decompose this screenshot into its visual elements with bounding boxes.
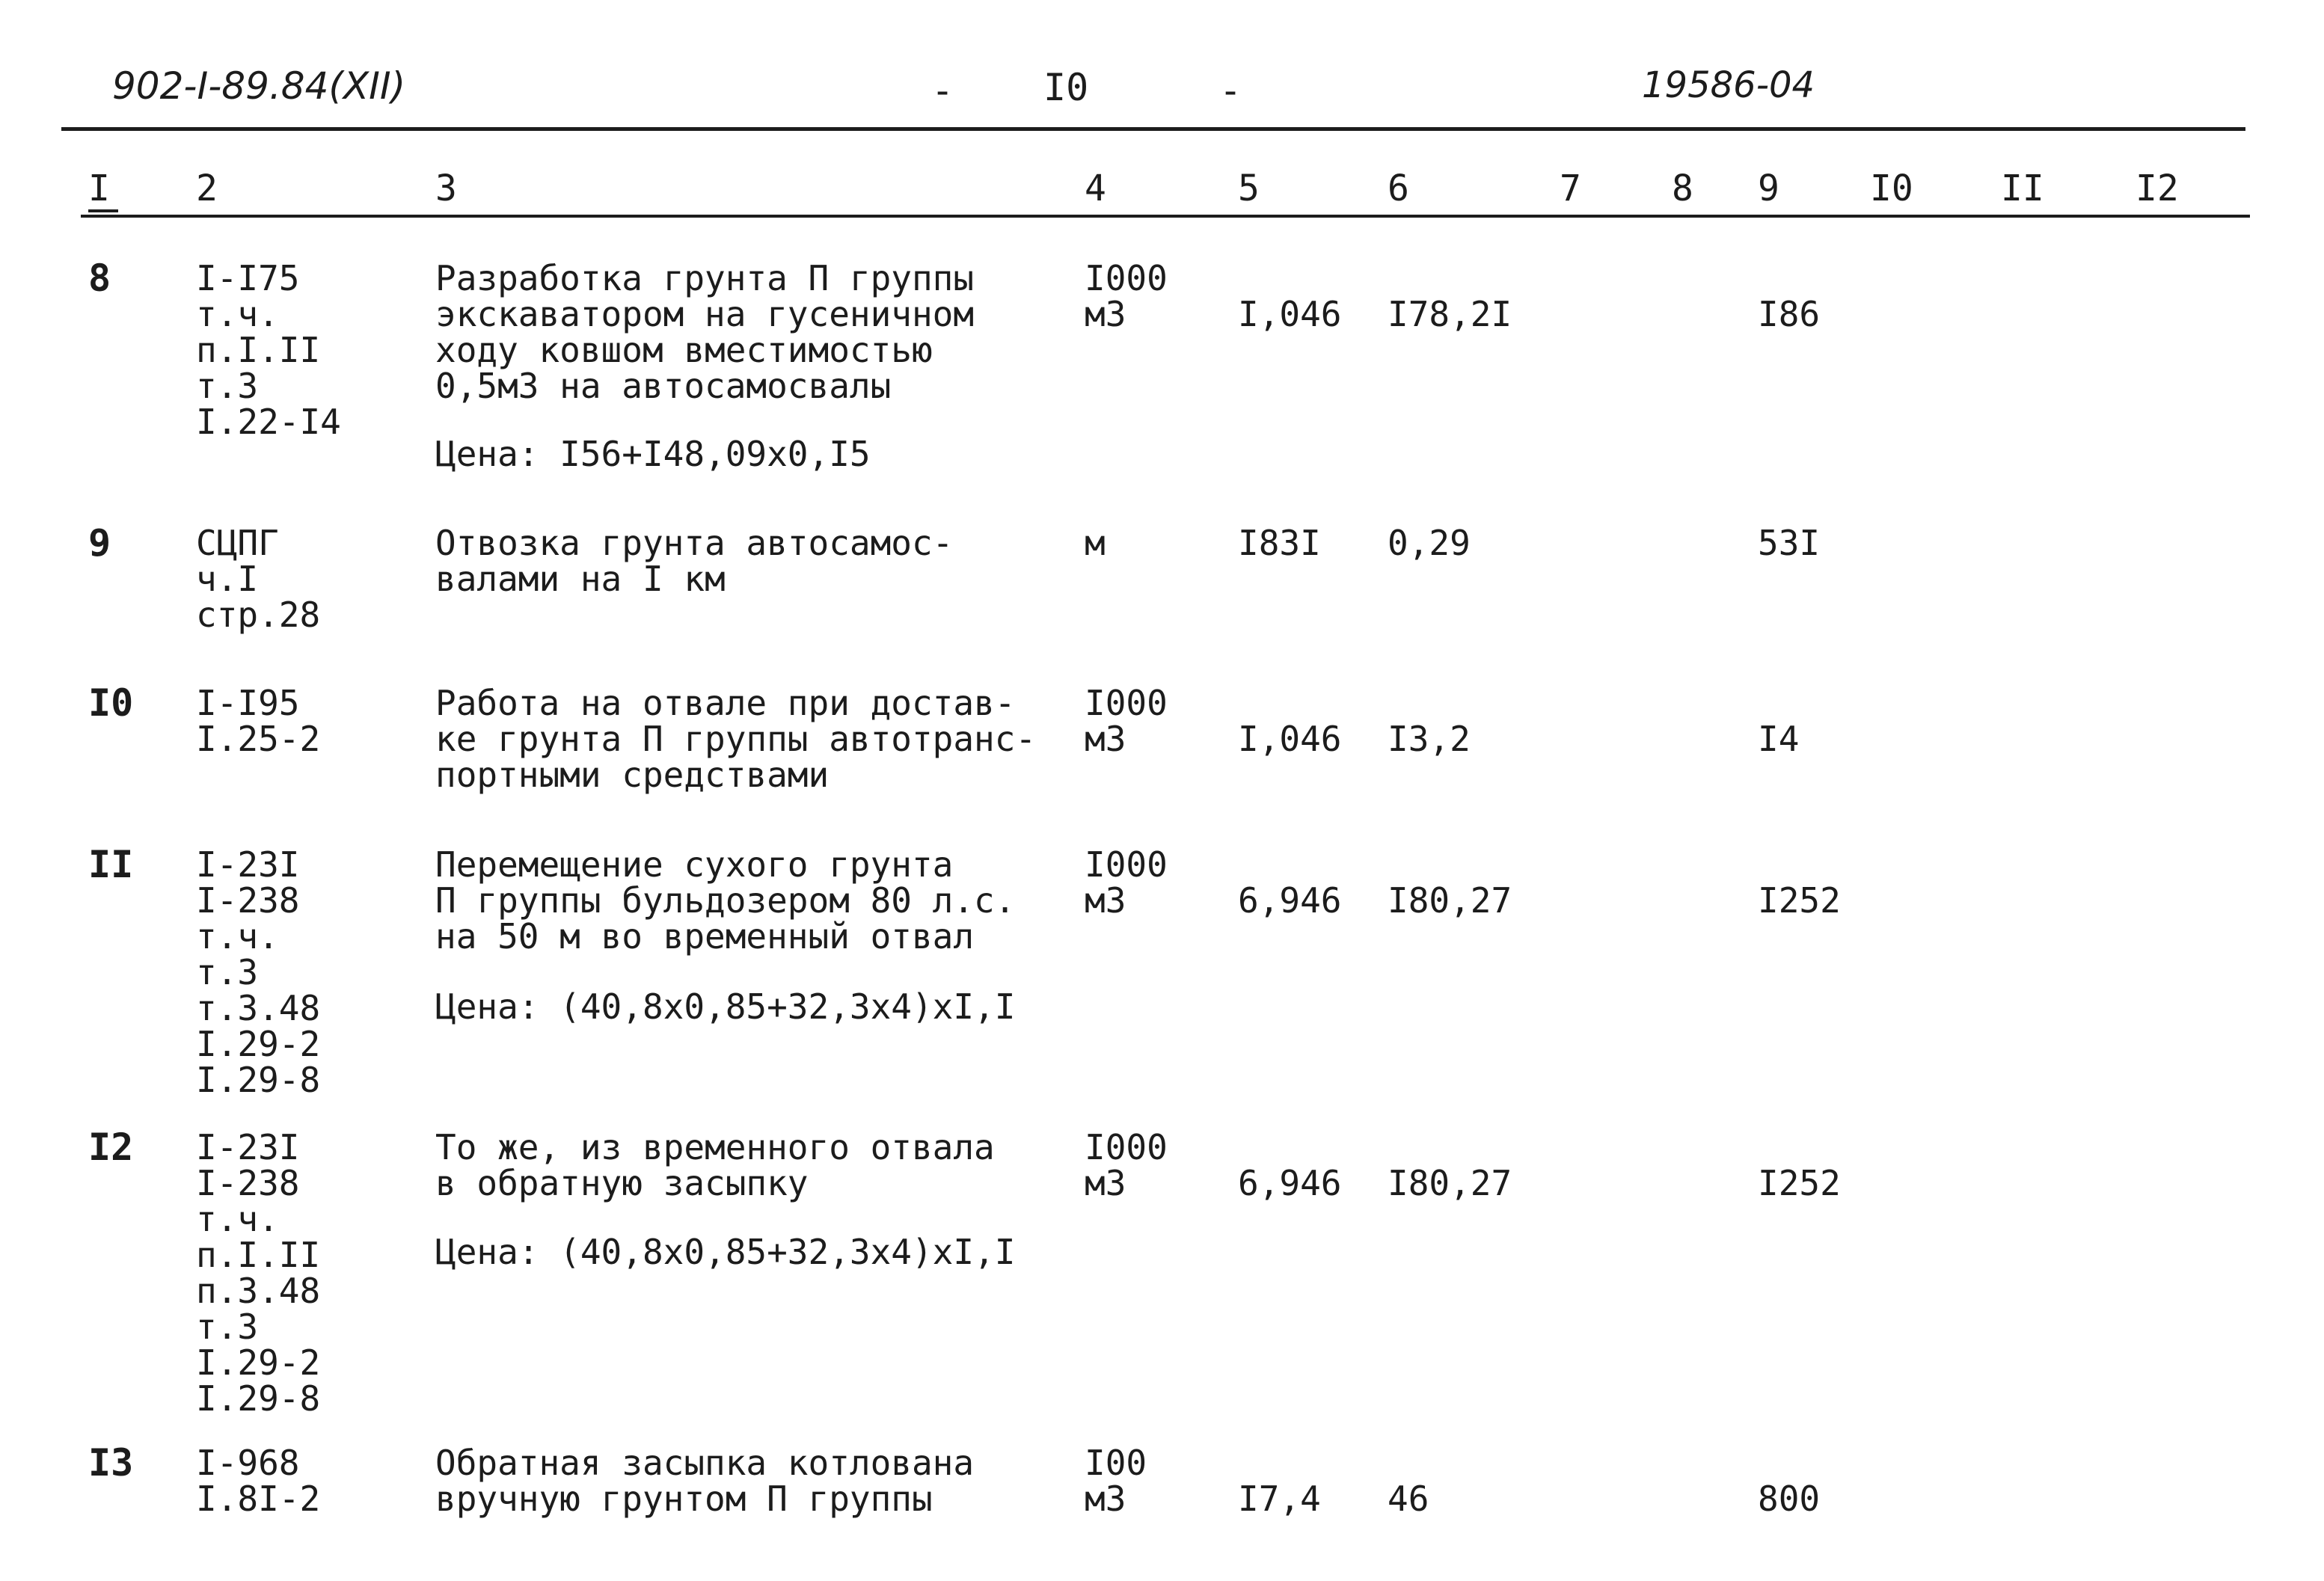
- quantity: I7,4: [1238, 1479, 1321, 1519]
- price-formula: Цена: (40,8x0,85+32,3x4)xI,I: [435, 1232, 1016, 1272]
- norm-reference: I-23I I-238 т.ч. т.3 т.3.48 I.29-2 I.29-8: [196, 844, 321, 1100]
- price-formula: Цена: I56+I48,09x0,I5: [435, 434, 871, 474]
- norm-reference: I-23I I-238 т.ч. п.I.II п.3.48 т.3 I.29-2 I.29-8: [196, 1127, 321, 1419]
- quantity: I,046: [1238, 719, 1342, 759]
- column-number-7: 7: [1560, 168, 1581, 209]
- column-number-4: 4: [1085, 168, 1106, 209]
- column-number-8: 8: [1672, 168, 1693, 209]
- column-number-2: 2: [196, 168, 218, 209]
- price-formula: Цена: (40,8x0,85+32,3x4)xI,I: [435, 986, 1016, 1027]
- norm-reference: СЦПГ ч.I стр.28: [196, 523, 321, 635]
- unit-of-measure: м: [1085, 523, 1106, 563]
- column-number-3: 3: [435, 168, 457, 209]
- quantity: I83I: [1238, 523, 1321, 563]
- unit-of-measure: I000 м3: [1085, 844, 1168, 921]
- header-rule: [61, 127, 2245, 131]
- column-number-6: 6: [1388, 168, 1409, 209]
- unit-price: 46: [1388, 1479, 1429, 1519]
- total-cost: 53I: [1758, 523, 1821, 563]
- column-number-5: 5: [1238, 168, 1260, 209]
- row-number: II: [88, 843, 134, 886]
- unit-price: I80,27: [1388, 1163, 1512, 1203]
- header-dash-right: -: [1219, 69, 1242, 112]
- row-number: 9: [88, 521, 111, 565]
- column-number-10: I0: [1870, 168, 1913, 209]
- row-number: I2: [88, 1126, 134, 1169]
- unit-price: I3,2: [1388, 719, 1471, 759]
- row-number: I0: [88, 681, 134, 725]
- unit-of-measure: I000 м3: [1085, 258, 1168, 334]
- work-description: Отвозка грунта автосамос- валами на I км: [435, 523, 954, 599]
- quantity: 6,946: [1238, 880, 1342, 921]
- unit-of-measure: I000 м3: [1085, 683, 1168, 759]
- document-code: 902-I-89.84(XII): [112, 64, 406, 108]
- unit-of-measure: I000 м3: [1085, 1127, 1168, 1203]
- column-header-rule: [81, 215, 2250, 218]
- work-description: Обратная засыпка котлована вручную грунтом П группы: [435, 1443, 975, 1519]
- total-cost: 800: [1758, 1479, 1821, 1519]
- column-number-1: I: [88, 168, 118, 212]
- unit-of-measure: I00 м3: [1085, 1443, 1147, 1519]
- work-description: Разработка грунта П группы экскаватором на гусеничном ходу ковшом вместимостью 0,5м3 на автосамосвалы: [435, 258, 975, 406]
- column-number-9: 9: [1758, 168, 1779, 209]
- header-dash-left: -: [931, 69, 954, 112]
- unit-price: I80,27: [1388, 880, 1512, 921]
- quantity: I,046: [1238, 294, 1342, 334]
- total-cost: I4: [1758, 719, 1800, 759]
- norm-reference: I-I75 т.ч. п.I.II т.3 I.22-I4: [196, 258, 341, 442]
- norm-reference: I-968 I.8I-2: [196, 1443, 321, 1519]
- column-number-11: II: [2001, 168, 2044, 209]
- unit-price: I78,2I: [1388, 294, 1512, 334]
- row-number: I3: [88, 1441, 134, 1485]
- work-description: Работа на отвале при достав- ке грунта П группы автотранс- портными средствами: [435, 683, 1037, 795]
- quantity: 6,946: [1238, 1163, 1342, 1203]
- sheet-code: 19586-04: [1642, 64, 1815, 106]
- total-cost: I86: [1758, 294, 1821, 334]
- total-cost: I252: [1758, 880, 1841, 921]
- unit-price: 0,29: [1388, 523, 1471, 563]
- column-number-12: I2: [2136, 168, 2179, 209]
- total-cost: I252: [1758, 1163, 1841, 1203]
- page-number: I0: [1043, 66, 1089, 109]
- work-description: То же, из временного отвала в обратную засыпку: [435, 1127, 995, 1203]
- row-number: 8: [88, 257, 111, 300]
- work-description: Перемещение сухого грунта П группы бульдозером 80 л.с. на 50 м во временный отвал: [435, 844, 1016, 957]
- norm-reference: I-I95 I.25-2: [196, 683, 321, 759]
